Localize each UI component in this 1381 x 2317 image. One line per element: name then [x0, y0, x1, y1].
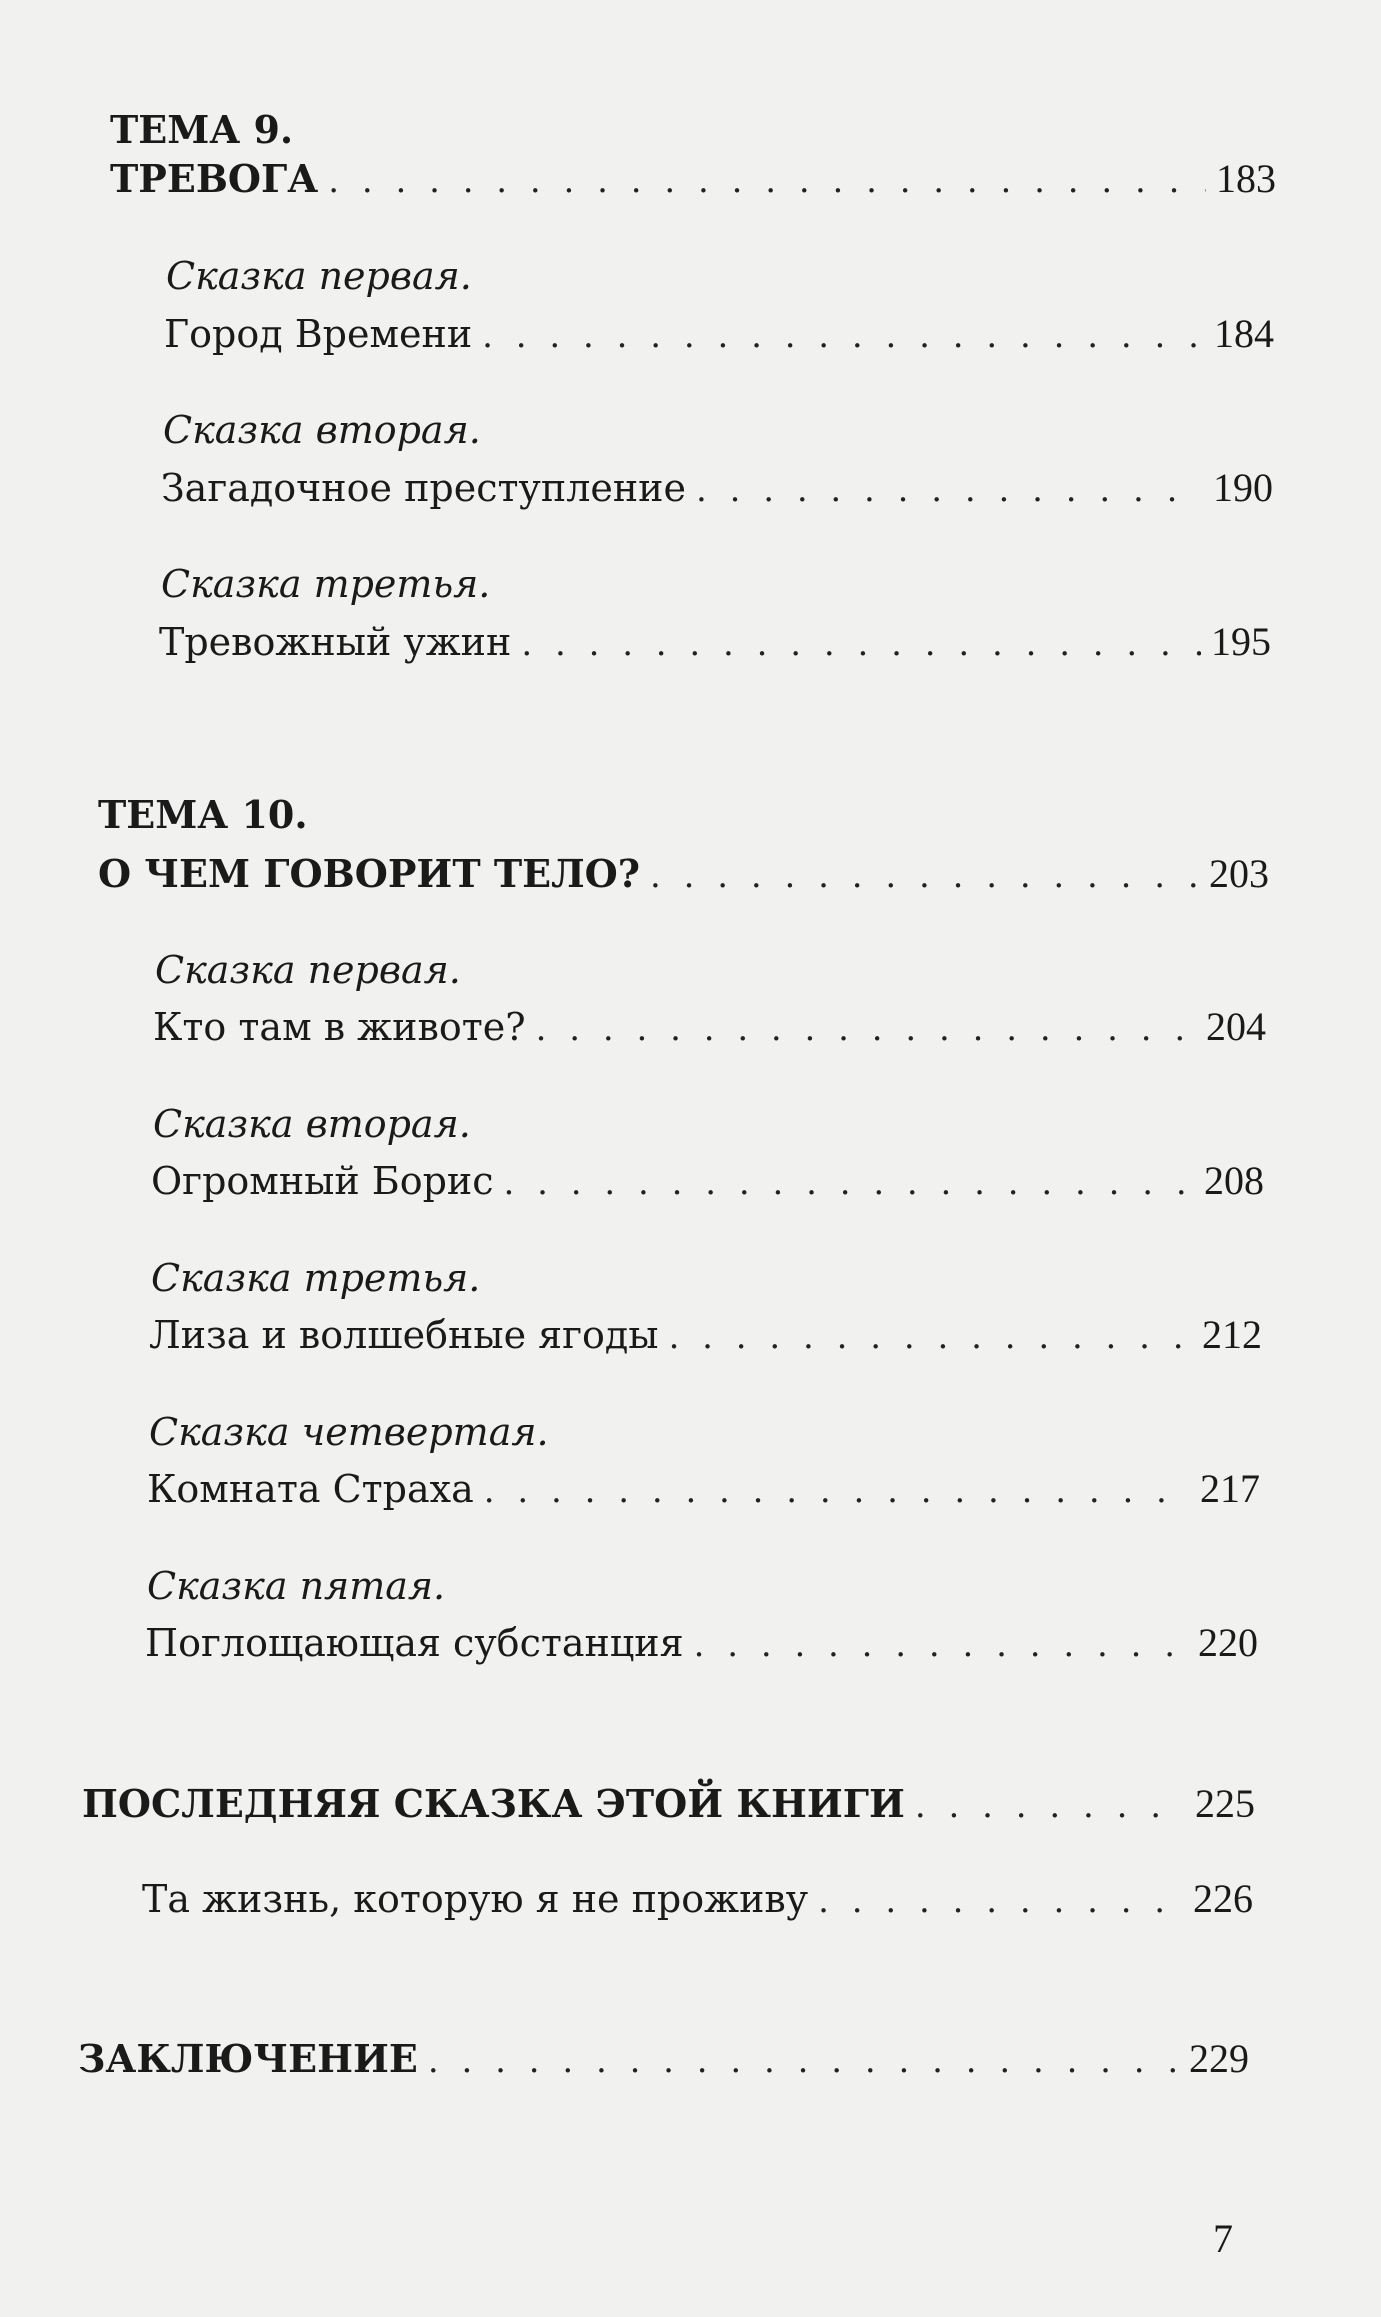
dot-leader [915, 1786, 1185, 1826]
tale-label: Сказка третья. [151, 1256, 481, 1300]
dot-leader [536, 1009, 1196, 1049]
last-tale-page: 225 [1195, 1781, 1255, 1826]
tale-page: 195 [1211, 619, 1271, 664]
toc-entry[interactable] [149, 1311, 1262, 1375]
dot-leader [650, 856, 1199, 896]
last-tale-entry[interactable] [82, 1780, 1255, 1844]
toc-entry[interactable] [159, 618, 1271, 682]
theme-9-label: ТЕМА 9. [110, 107, 294, 152]
theme-10-page: 203 [1209, 851, 1269, 896]
tale-label: Сказка вторая. [163, 408, 481, 452]
dot-leader [669, 1317, 1192, 1357]
tale-page: 226 [1193, 1876, 1253, 1921]
tale-label: Сказка третья. [161, 562, 491, 606]
conclusion-page: 229 [1189, 2036, 1249, 2081]
dot-leader [521, 624, 1201, 664]
dot-leader [328, 161, 1206, 201]
toc-entry[interactable] [147, 1465, 1260, 1529]
conclusion-title: ЗАКЛЮЧЕНИЕ [78, 2036, 418, 2081]
tale-title: Тревожный ужин [159, 620, 512, 664]
theme-9-entry[interactable] [110, 155, 1276, 219]
toc-entry[interactable] [161, 464, 1273, 528]
dot-leader [484, 1471, 1190, 1511]
tale-title: Загадочное преступление [161, 466, 686, 510]
tale-label: Сказка первая. [166, 254, 472, 298]
tale-page: 212 [1202, 1312, 1262, 1357]
tale-title: Огромный Борис [151, 1159, 494, 1203]
tale-title: Город Времени [164, 312, 473, 356]
toc-entry[interactable] [151, 1157, 1264, 1221]
toc-entry[interactable] [153, 1003, 1266, 1067]
tale-page: 208 [1204, 1158, 1264, 1203]
toc-entry[interactable] [142, 1875, 1253, 1939]
tale-page: 204 [1206, 1004, 1266, 1049]
tale-label: Сказка вторая. [153, 1102, 471, 1146]
theme-10-entry[interactable] [98, 850, 1269, 914]
toc-entry[interactable] [164, 310, 1274, 374]
last-tale-title: ПОСЛЕДНЯЯ СКАЗКА ЭТОЙ КНИГИ [82, 1781, 905, 1826]
dot-leader [428, 2041, 1179, 2081]
tale-page: 184 [1214, 311, 1274, 356]
theme-9-title: ТРЕВОГА [110, 156, 319, 201]
tale-label: Сказка пятая. [147, 1564, 446, 1608]
dot-leader [696, 470, 1203, 510]
tale-label: Сказка четвертая. [149, 1410, 549, 1454]
dot-leader [694, 1625, 1188, 1665]
tale-title: Комната Страха [147, 1467, 474, 1511]
tale-page: 217 [1200, 1466, 1260, 1511]
conclusion-entry[interactable] [78, 2035, 1249, 2099]
tale-label: Сказка первая. [155, 948, 461, 992]
tale-title: Поглощающая субстанция [145, 1621, 684, 1665]
dot-leader [504, 1163, 1194, 1203]
theme-10-label: ТЕМА 10. [98, 792, 308, 837]
page-number: 7 [1213, 2216, 1233, 2261]
tale-title: Кто там в животе? [153, 1005, 526, 1049]
tale-page: 190 [1213, 465, 1273, 510]
tale-title: Та жизнь, которую я не проживу [142, 1877, 809, 1921]
theme-9-page: 183 [1216, 156, 1276, 201]
dot-leader [818, 1881, 1183, 1921]
toc-entry[interactable] [145, 1619, 1258, 1683]
theme-10-title: О ЧЕМ ГОВОРИТ ТЕЛО? [98, 851, 641, 896]
dot-leader [482, 316, 1204, 356]
tale-title: Лиза и волшебные ягоды [149, 1313, 659, 1357]
tale-page: 220 [1198, 1620, 1258, 1665]
